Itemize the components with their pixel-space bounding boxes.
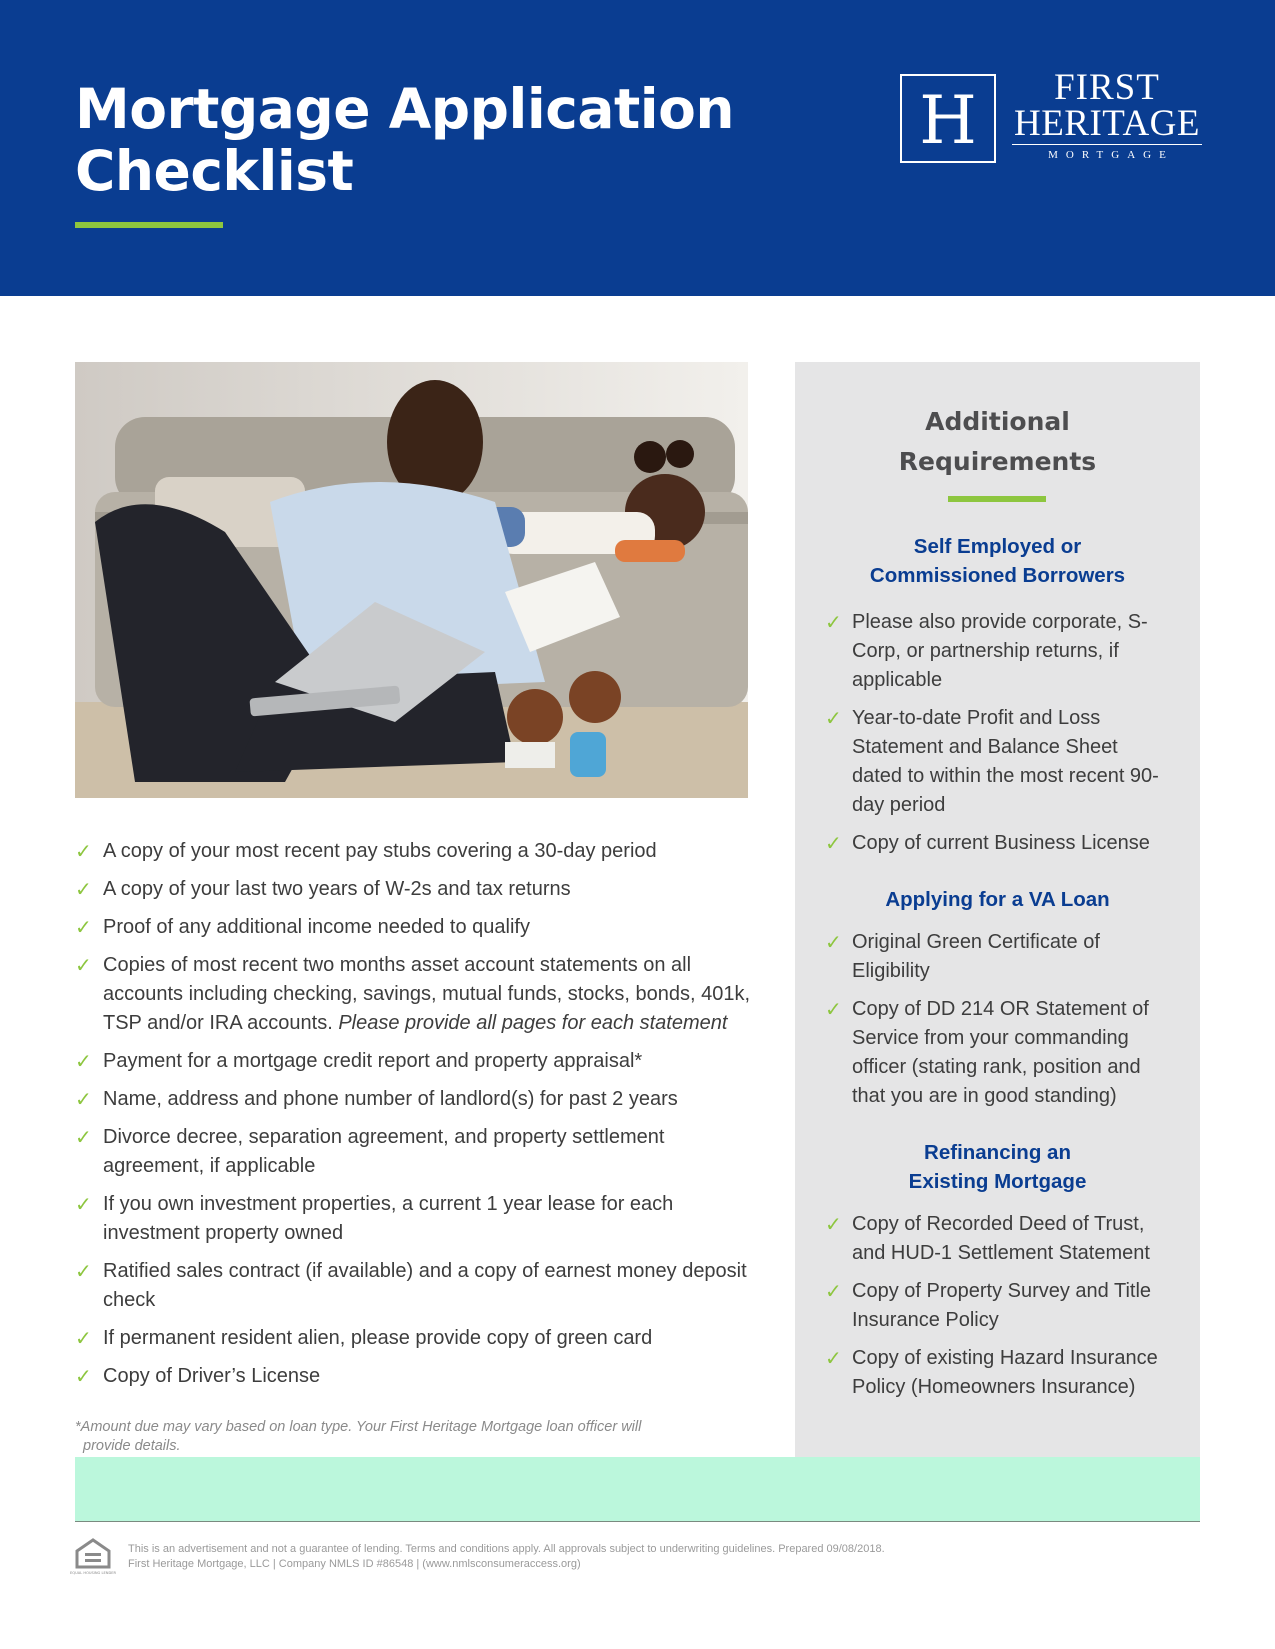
list-item: ✓ Divorce decree, separation agreement, and property settlement agreement, if applicable [75, 1125, 665, 1177]
checkmark-icon: ✓ [75, 1364, 92, 1388]
list-item: ✓ Please also provide corporate, S-Corp, or partnership returns, if applicable [825, 610, 1148, 691]
title-line-2: Checklist [75, 139, 354, 203]
contact-band [75, 1457, 1200, 1522]
checkmark-icon: ✓ [825, 831, 842, 855]
checkmark-icon: ✓ [75, 953, 92, 977]
checkmark-icon: ✓ [75, 877, 92, 901]
disclaimer-line-2: First Heritage Mortgage, LLC | Company NMLS ID #86548 | (www.nmlsconsumeraccess.org) [128, 1558, 581, 1570]
equal-housing-lender-icon [70, 1537, 116, 1577]
list-item: ✓ If permanent resident alien, please provide copy of green card [75, 1324, 765, 1353]
logo-line-heritage: HERITAGE [1013, 103, 1200, 144]
page-title [75, 78, 775, 202]
list-item: ✓ Copy of Driver’s License [75, 1362, 765, 1391]
checkmark-icon: ✓ [825, 930, 842, 954]
list-item: ✓ Proof of any additional income needed to qualify [75, 913, 765, 942]
checkmark-icon: ✓ [825, 610, 842, 634]
list-item: ✓ A copy of your last two years of W-2s and tax returns [75, 875, 765, 904]
disclaimer-line-1: This is an advertisement and not a guarantee of lending. Terms and conditions apply. All approvals subject to underwriting guidelines. Prepared 09/08/2018. [128, 1543, 885, 1555]
list-item: ✓ Copy of Property Survey and Title Insurance Policy [825, 1279, 1152, 1331]
list-item: ✓ Copy of Recorded Deed of Trust, and HUD-1 Settlement Statement [825, 1212, 1150, 1264]
checkmark-icon: ✓ [75, 1087, 92, 1111]
sidebar-accent-rule [948, 496, 1046, 502]
list-item: ✓ If you own investment properties, a current 1 year lease for each investment property owned [75, 1192, 674, 1244]
title-accent-rule [75, 222, 223, 228]
list-item: ✓ Ratified sales contract (if available) and a copy of earnest money deposit check [75, 1259, 747, 1311]
logo-line-first: FIRST [1054, 67, 1160, 108]
section-heading-va-loan: Applying for a VA Loan [885, 888, 1110, 911]
list-item: ✓ Copies of most recent two months asset account statements on all accounts including checking, savings, mutual funds, stocks, bonds, 401k, TSP and/or IRA accounts. Please provide all pages for each statement [75, 953, 751, 1034]
checkmark-icon: ✓ [75, 1125, 92, 1149]
footnote [75, 1418, 725, 1456]
checkmark-icon: ✓ [825, 997, 842, 1021]
checkmark-icon: ✓ [75, 1259, 92, 1283]
va-loan-list [825, 928, 1170, 1120]
list-item: ✓ Copy of existing Hazard Insurance Policy (Homeowners Insurance) [825, 1346, 1158, 1398]
checkmark-icon: ✓ [825, 1279, 842, 1303]
header-band [0, 0, 1275, 296]
sidebar-title: Additional Requirements [898, 407, 1097, 476]
checkmark-icon: ✓ [75, 839, 92, 863]
list-item: ✓ A copy of your most recent pay stubs covering a 30-day period [75, 837, 765, 866]
main-checklist [75, 837, 765, 1400]
family-photo-image [75, 362, 748, 798]
checkmark-icon: ✓ [75, 915, 92, 939]
additional-requirements-panel [795, 362, 1200, 1457]
checkmark-icon: ✓ [75, 1192, 92, 1216]
svg-text:EQUAL HOUSING LENDER: EQUAL HOUSING LENDER [70, 1571, 116, 1575]
italic-note: Please provide all pages for each statement [338, 1012, 728, 1034]
checkmark-icon: ✓ [825, 1346, 842, 1370]
checkmark-icon: ✓ [825, 1212, 842, 1236]
logo-mark [900, 74, 996, 163]
section-heading-self-employed: Self Employed or Commissioned Borrowers [869, 535, 1126, 587]
list-item: ✓ Name, address and phone number of landlord(s) for past 2 years [75, 1085, 765, 1114]
section-heading-refinancing: Refinancing an Existing Mortgage [908, 1141, 1087, 1193]
logo-line-mortgage: MORTGAGE [1048, 149, 1174, 161]
checkmark-icon: ✓ [75, 1049, 92, 1073]
list-item: ✓ Copy of current Business License [825, 829, 1170, 858]
self-employed-list [825, 608, 1170, 867]
footnote-line-1: *Amount due may vary based on loan type. Your First Heritage Mortgage loan officer will [75, 1419, 642, 1435]
legal-disclaimer [128, 1542, 1128, 1572]
logo-letter: H [919, 82, 977, 159]
checkmark-icon: ✓ [75, 1326, 92, 1350]
list-item: ✓ Copy of DD 214 OR Statement of Service from your commanding officer (stating rank, position and that you are in good standing) [825, 997, 1149, 1107]
refinancing-list [825, 1210, 1170, 1411]
checkmark-icon: ✓ [825, 706, 842, 730]
logo-wordmark [1012, 67, 1202, 161]
list-item: ✓ Year-to-date Profit and Loss Statement and Balance Sheet dated to within the most recent 90-day period [825, 706, 1159, 816]
list-item: ✓ Original Green Certificate of Eligibility [825, 930, 1100, 982]
title-line-1: Mortgage Application [75, 77, 735, 141]
footnote-line-2: provide details. [83, 1438, 181, 1454]
list-item: ✓ Payment for a mortgage credit report and property appraisal* [75, 1047, 765, 1076]
